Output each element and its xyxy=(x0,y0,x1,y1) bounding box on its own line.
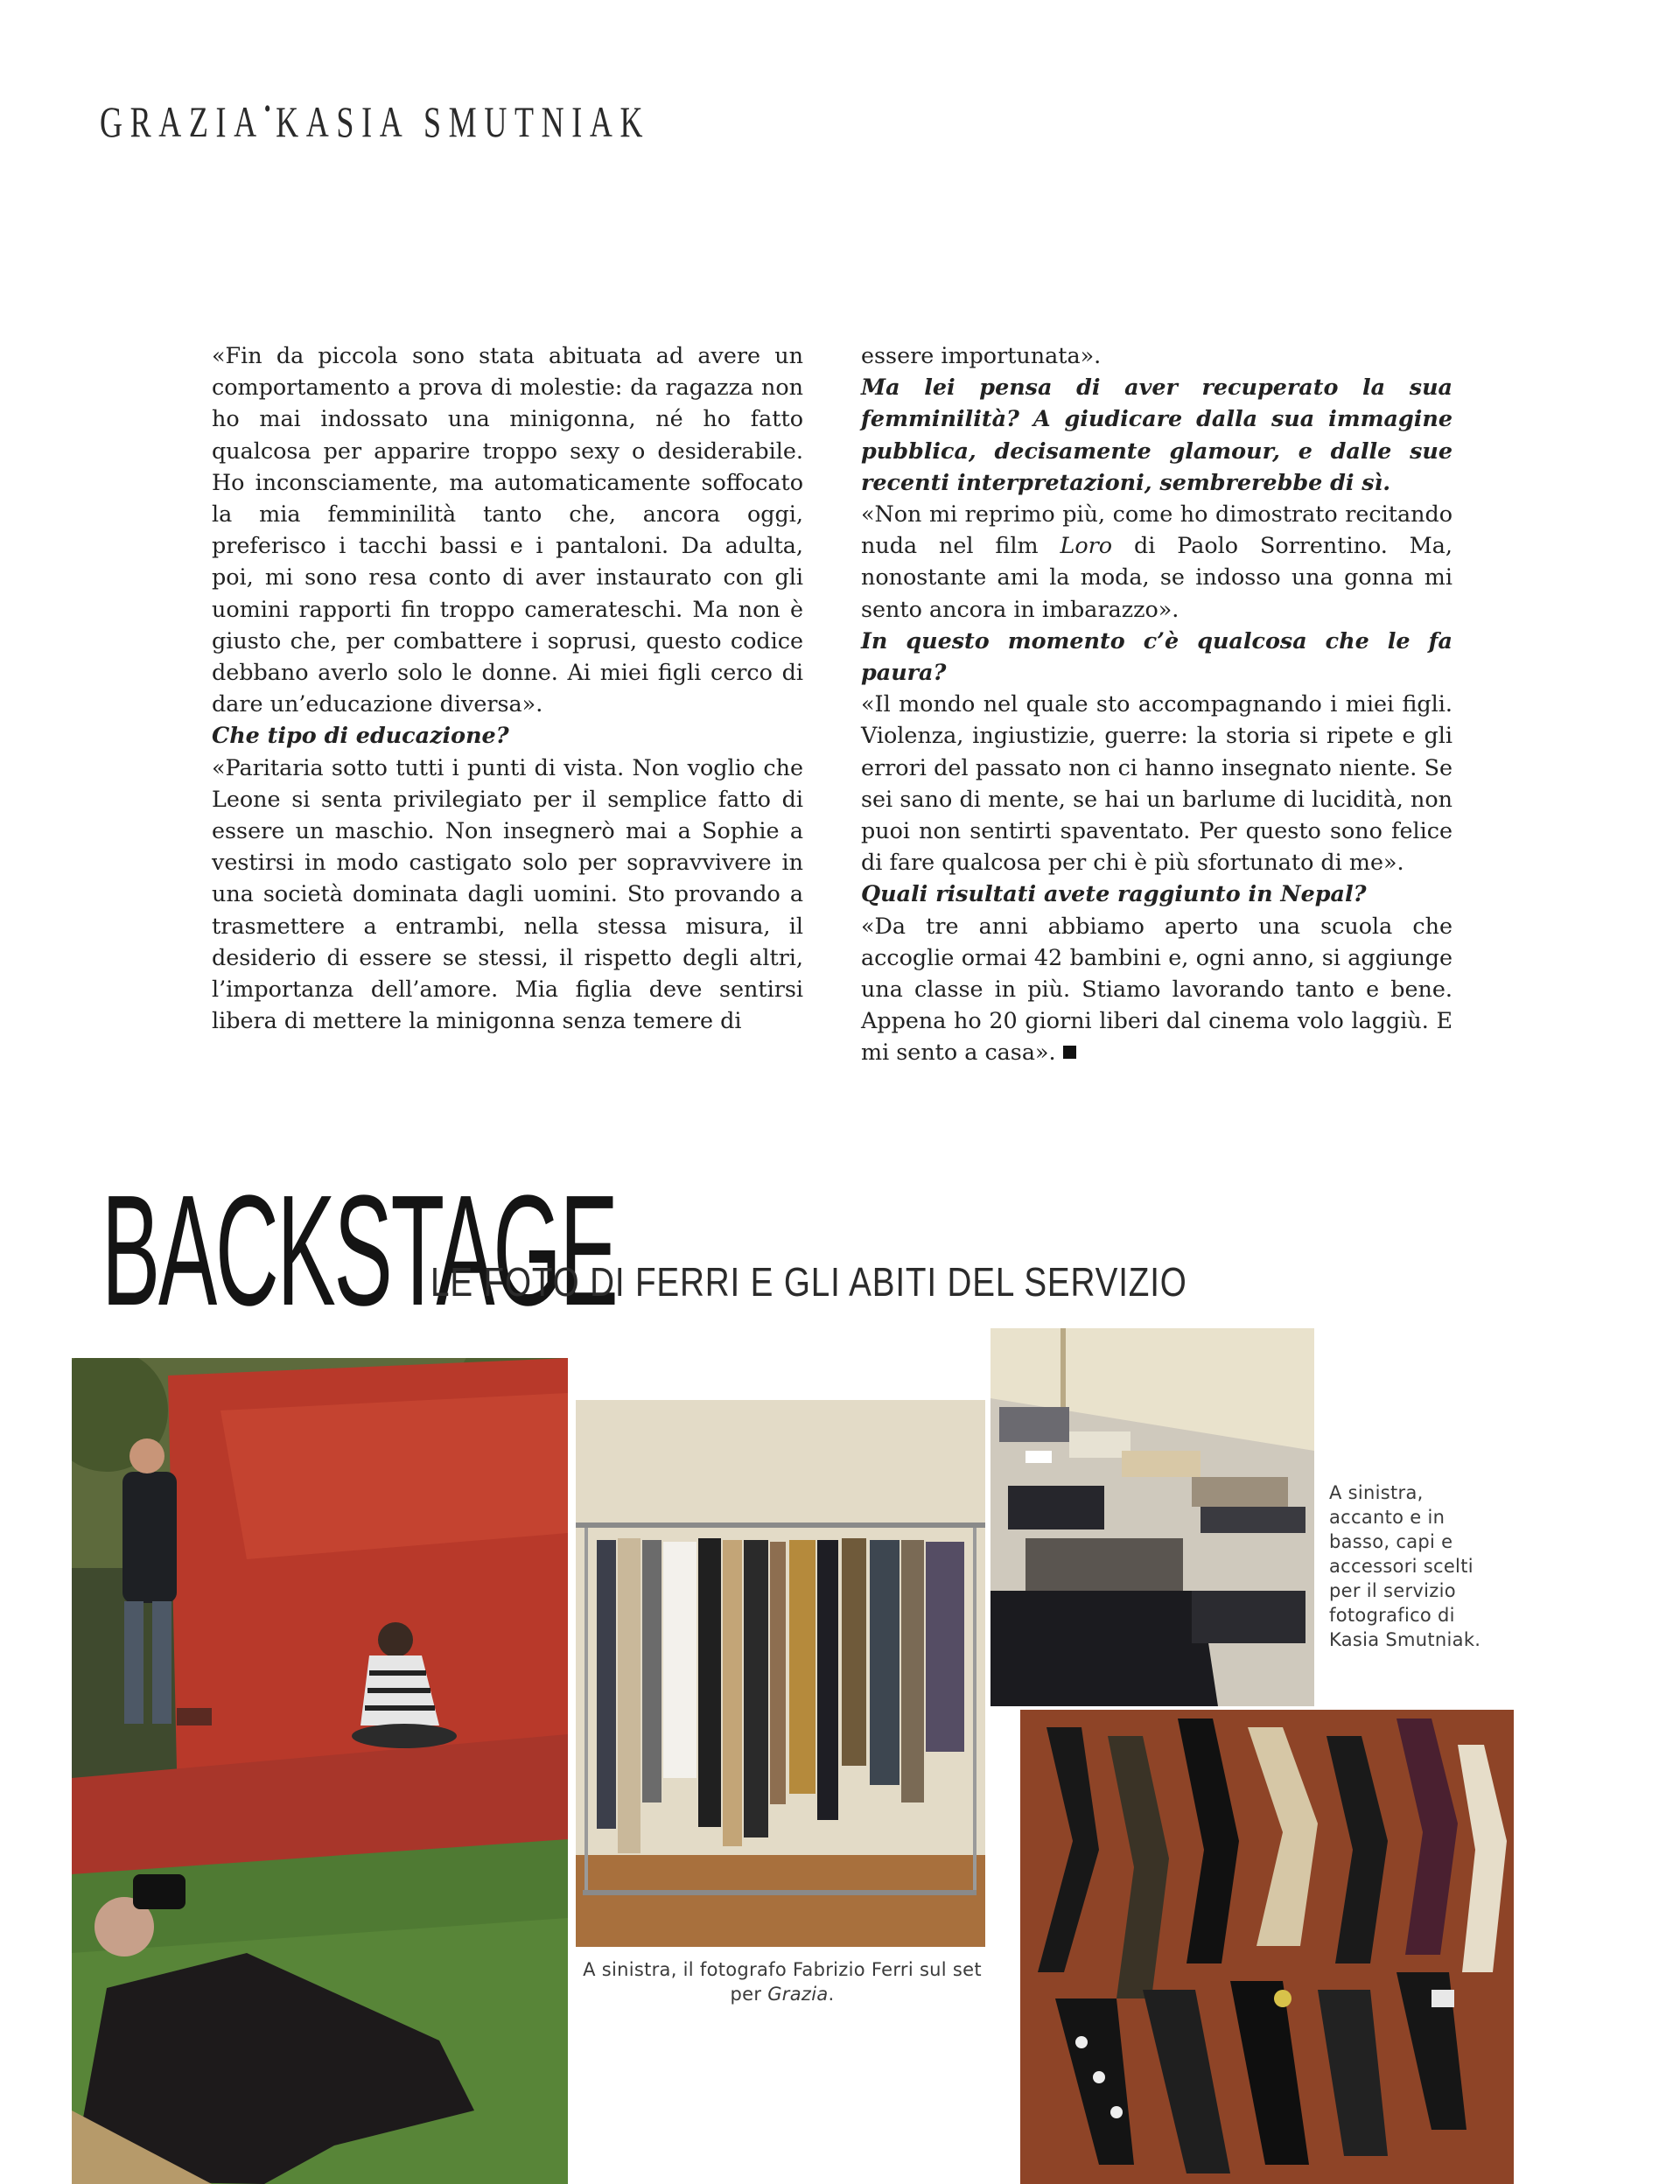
article-column-1 xyxy=(212,340,803,1036)
paragraph: essere importunata». xyxy=(861,342,1102,368)
paragraph-text: «Da tre anni abbiamo aperto una scuola che accoglie ormai 42 bambini e, ogni anno, si aggiunge una classe in più. Stiamo lavorando tanto e bene. Appena ho 20 giorni liberi dal cinema volo laggiù. E mi sento a casa». xyxy=(861,912,1452,1066)
end-mark-icon xyxy=(1063,1046,1076,1059)
backstage-heading xyxy=(102,1163,1021,1339)
paragraph: «Il mondo nel quale sto accompagnando i miei figli. Violenza, ingiustizie, guerre: la storia si ripete e gli errori del passato non ci hanno insegnato niente. Se sei sano di mente, se hai un barlume di lucidità, non puoi non sentirti spaventato. Per questo sono felice di fare qualcosa per chi è più sfortunato di me». xyxy=(861,690,1452,876)
section-subtitle: LE FOTO DI FERRI E GLI ABITI DEL SERVIZIO xyxy=(430,1259,1187,1305)
photo-folded-garments xyxy=(990,1328,1314,1706)
magazine-brand: GRAZIA xyxy=(100,97,264,146)
paragraph-text: di Paolo Sorrentino. Ma, nonostante ami la moda, se indosso una gonna mi sento ancora in imbarazzo». xyxy=(861,532,1452,622)
interview-question: Quali risultati avete raggiunto in Nepal? xyxy=(861,880,1367,907)
article-subject: KASIA SMUTNIAK xyxy=(276,97,651,146)
paragraph: «Fin da piccola sono stata abituata ad avere un comportamento a prova di molestie: da ragazza non ho mai indossato una minigonna, né ho fatto qualcosa per apparire troppo sexy o desiderabile. Ho inconsciamente, ma automaticamente soffocato la mia femminilità tanto che, ancora oggi, preferisco i tacchi bassi e i pantaloni. Da adulta, poi, mi sono resa conto di aver instaurato con gli uomini rapporti fin troppo camerateschi. Ma non è giusto che, per combattere i soprusi, questo codice debbano averlo solo le donne. Ai miei figli cerco di dare un’educazione diversa». xyxy=(212,342,803,718)
section-title: BACKSTAGE xyxy=(102,1163,617,1339)
caption-clothes: A sinistra, accanto e in basso, capi e accessori scelti per il servizio fotografico di Kasia Smutniak. xyxy=(1329,1482,1481,1650)
caption-text: A sinistra, il fotografo Fabrizio Ferri sul set per xyxy=(583,1959,982,2005)
bullet-dot: • xyxy=(263,94,276,123)
interview-question: Che tipo di educazione? xyxy=(212,722,509,749)
photo-shoes xyxy=(1020,1710,1514,2184)
photo-clothing-racks xyxy=(576,1400,985,1947)
interview-question: In questo momento c’è qualcosa che le fa paura? xyxy=(861,626,1452,686)
caption-text: . xyxy=(828,1984,835,2005)
caption-magazine-name: Grazia xyxy=(767,1984,829,2005)
paragraph-text: «Non mi reprimo più, come ho dimostrato recitando nuda nel film xyxy=(861,500,1452,559)
photo-photographer-set xyxy=(72,1358,568,2184)
paragraph xyxy=(861,910,1452,1068)
caption-photographer xyxy=(578,1957,987,2006)
running-head xyxy=(100,94,650,147)
film-title: Loro xyxy=(1060,532,1113,559)
paragraph: «Paritaria sotto tutti i punti di vista. Non voglio che Leone si senta privilegiato per il semplice fatto di essere un maschio. Non insegnerò mai a Sophie a vestirsi in modo castigato solo per sopravvivere in una società dominata dagli uomini. Sto provando a trasmettere a entrambi, nella stessa misura, il desiderio di essere se stessi, il rispetto degli altri, l’importanza dell’amore. Mia figlia deve sentirsi libera di mettere la minigonna senza temere di xyxy=(212,753,803,1034)
interview-question: Ma lei pensa di aver recuperato la sua femminilità? A giudicare dalla sua immagine pubblica, decisamente glamour, e dalle sue recenti interpretazioni, sembrerebbe di sì. xyxy=(861,374,1452,495)
paragraph xyxy=(861,498,1452,625)
article-column-2 xyxy=(861,340,1452,1068)
